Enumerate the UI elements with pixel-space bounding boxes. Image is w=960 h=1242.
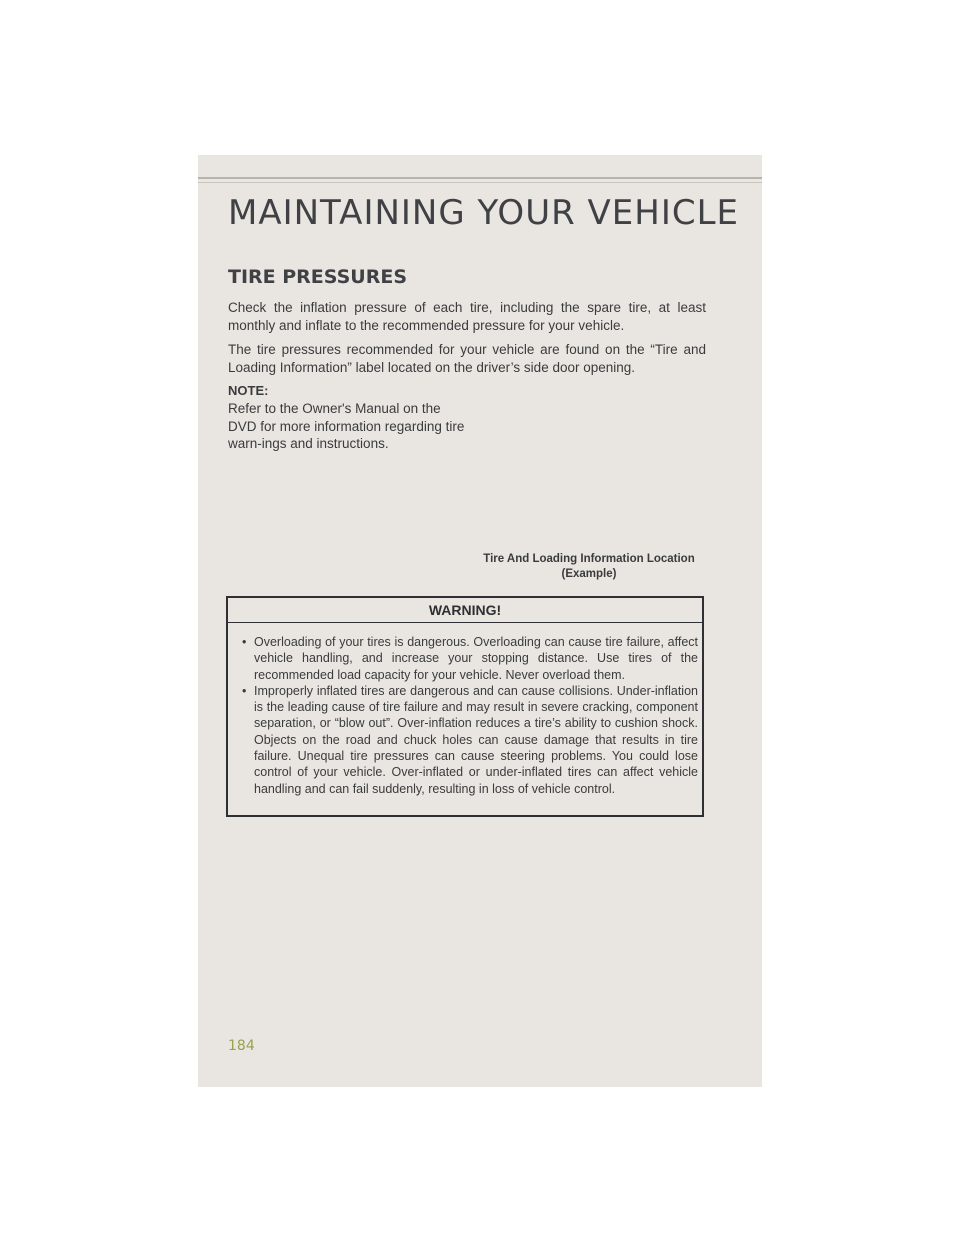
note-text: Refer to the Owner's Manual on the DVD for more information regarding tire warn-ings and instructions. [228, 401, 465, 451]
topic-heading: TIRE PRESSURES [228, 266, 408, 288]
paragraph-inflation-check: Check the inflation pressure of each tire, including the spare tire, at least monthly and inflate to the recommended pressure for your vehicle. [228, 300, 706, 333]
bullet-icon: • [242, 683, 247, 698]
manual-page [198, 155, 762, 1087]
section-title: MAINTAINING YOUR VEHICLE [228, 193, 740, 233]
page-number: 184 [228, 1038, 255, 1054]
figure-caption-line2: (Example) [561, 568, 617, 580]
warning-list [242, 634, 698, 797]
warning-item-text: Improperly inflated tires are dangerous and can cause collisions. Under-inflation is the leading cause of tire failure and may result in severe cracking, component separation, or “blow out”. Over-inflation reduces a tire’s ability to cushion shock. Objects on the road and chuck holes can cause damage that results in tire failure. Unequal tire pressures can cause steering problems. You could lose control of your vehicle. Over-inflated or under-inflated tires can affect vehicle handling and can fail suddenly, resulting in loss of vehicle control. [254, 683, 698, 796]
header-rule-secondary [198, 182, 762, 183]
figure-caption [478, 552, 700, 582]
warning-item-text: Overloading of your tires is dangerous. Overloading can cause tire failure, affect vehicle handling, and increase your stopping distance. Use tires of the recommended load capacity for your vehicle. Never overload them. [254, 635, 698, 682]
bullet-icon: • [242, 635, 247, 649]
warning-box [226, 596, 704, 817]
header-rule [198, 177, 762, 179]
warning-item-overloading [242, 634, 698, 683]
paragraph-recommended-pressures: The tire pressures recommended for your vehicle are found on the “Tire and Loading Information” label located on the driver’s side door opening. [228, 342, 706, 375]
figure-caption-line1: Tire And Loading Information Location [483, 553, 695, 565]
note-label: NOTE: [228, 383, 269, 398]
warning-item-inflation [242, 683, 698, 797]
warning-title: WARNING! [228, 598, 702, 623]
